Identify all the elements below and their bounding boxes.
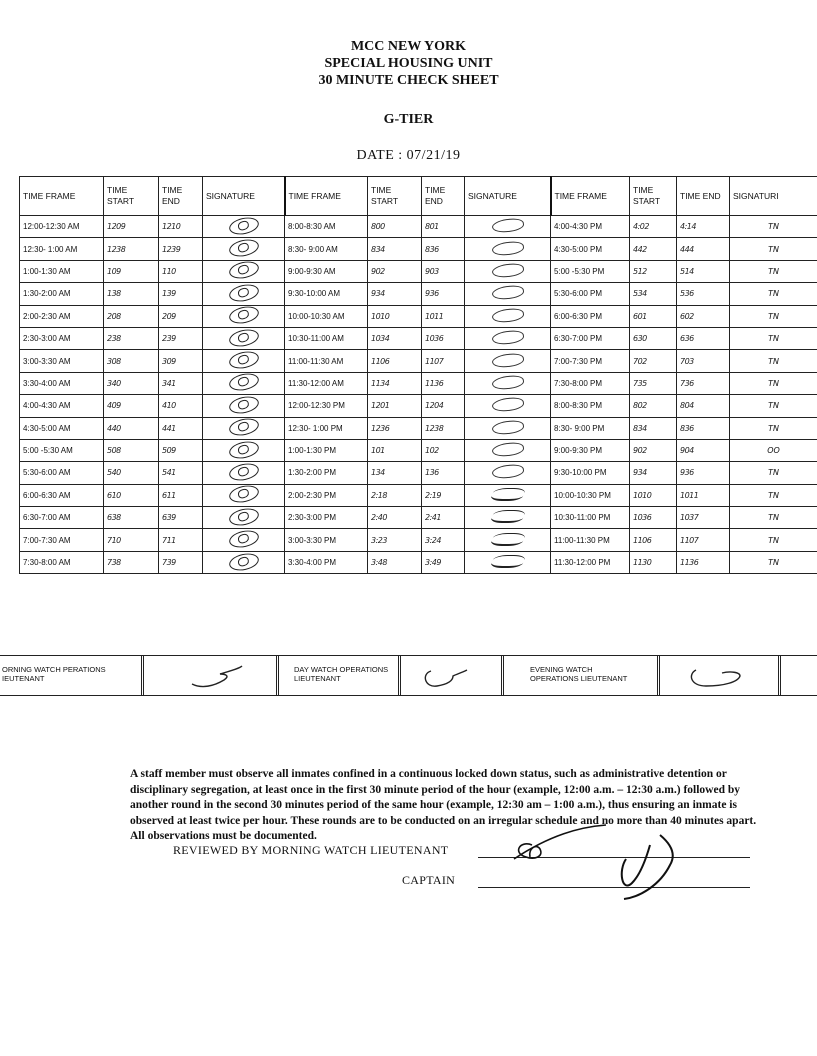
time-start-cell: 512 bbox=[630, 260, 677, 282]
time-frame-cell: 10:30-11:00 PM bbox=[551, 507, 630, 529]
time-frame-cell: 8:00-8:30 PM bbox=[551, 395, 630, 417]
time-frame-cell: 7:30-8:00 PM bbox=[551, 372, 630, 394]
time-end-cell: 836 bbox=[422, 238, 465, 260]
time-frame-cell: 1:00-1:30 AM bbox=[20, 260, 104, 282]
table-row bbox=[20, 417, 817, 439]
time-end-cell: 636 bbox=[677, 327, 730, 349]
signature-cell bbox=[465, 529, 551, 551]
time-frame-cell: 10:30-11:00 AM bbox=[285, 327, 368, 349]
time-start-cell: 508 bbox=[104, 439, 159, 461]
time-end-cell: 3:49 bbox=[422, 551, 465, 573]
time-frame-cell: 9:30-10:00 AM bbox=[285, 283, 368, 305]
time-frame-cell: 3:30-4:00 AM bbox=[20, 372, 104, 394]
time-frame-cell: 2:30-3:00 PM bbox=[285, 507, 368, 529]
time-frame-cell: 11:30-12:00 AM bbox=[285, 372, 368, 394]
signature-cell bbox=[465, 238, 551, 260]
time-start-cell: 101 bbox=[368, 439, 422, 461]
signature-cell bbox=[465, 484, 551, 506]
signature-mark-icon bbox=[491, 396, 524, 413]
time-end-cell: 1107 bbox=[677, 529, 730, 551]
time-end-cell: 1204 bbox=[422, 395, 465, 417]
time-end-cell: 936 bbox=[422, 283, 465, 305]
time-frame-cell: 11:30-12:00 PM bbox=[551, 551, 630, 573]
time-end-cell: 441 bbox=[159, 417, 203, 439]
signature-cell bbox=[465, 327, 551, 349]
time-start-cell: 802 bbox=[630, 395, 677, 417]
col-signature: SIGNATURE bbox=[203, 177, 285, 216]
time-end-cell: 836 bbox=[677, 417, 730, 439]
time-start-cell: 735 bbox=[630, 372, 677, 394]
time-start-cell: 1238 bbox=[104, 238, 159, 260]
time-start-cell: 630 bbox=[630, 327, 677, 349]
signature-cell bbox=[465, 439, 551, 461]
time-end-cell: 1036 bbox=[422, 327, 465, 349]
signature-mark-icon bbox=[144, 656, 276, 695]
signature-mark-icon bbox=[491, 374, 524, 391]
time-end-cell: 444 bbox=[677, 238, 730, 260]
signature-mark-icon bbox=[491, 329, 524, 346]
signature-mark-icon bbox=[491, 284, 524, 301]
col-signature: SIGNATURE bbox=[465, 177, 551, 216]
table-row bbox=[20, 283, 817, 305]
time-frame-cell: 2:00-2:30 AM bbox=[20, 305, 104, 327]
time-end-cell: 903 bbox=[422, 260, 465, 282]
signature-mark-icon bbox=[227, 507, 260, 528]
signature-cell bbox=[203, 305, 285, 327]
col-time-start: TIME START bbox=[104, 177, 159, 216]
signature-initials-cell: TN bbox=[730, 238, 817, 260]
signature-initials-cell: TN bbox=[730, 216, 817, 238]
captain-label: CAPTAIN bbox=[402, 873, 456, 887]
col-time-frame: TIME FRAME bbox=[285, 177, 368, 216]
time-start-cell: 442 bbox=[630, 238, 677, 260]
time-start-cell: 1034 bbox=[368, 327, 422, 349]
signature-mark-icon bbox=[491, 217, 524, 234]
signature-mark-icon bbox=[227, 327, 260, 348]
tier-label: G-TIER bbox=[383, 112, 434, 127]
signature-mark-icon bbox=[227, 238, 260, 259]
signature-mark-icon bbox=[491, 239, 524, 256]
time-end-cell: 639 bbox=[159, 507, 203, 529]
signature-cell bbox=[203, 462, 285, 484]
signature-initials-cell: TN bbox=[730, 507, 817, 529]
time-start-cell: 2:40 bbox=[368, 507, 422, 529]
signature-cell bbox=[203, 417, 285, 439]
time-end-cell: 1239 bbox=[159, 238, 203, 260]
time-end-cell: 1011 bbox=[422, 305, 465, 327]
signature-mark-icon bbox=[227, 350, 260, 371]
time-start-cell: 1130 bbox=[630, 551, 677, 573]
table-row bbox=[20, 260, 817, 282]
signature-cell bbox=[203, 260, 285, 282]
evening-watch-label: EVENING WATCH OPERATIONS LIEUTENANT bbox=[530, 665, 628, 683]
signature-mark-icon bbox=[227, 439, 260, 460]
signature-cell bbox=[203, 216, 285, 238]
signature-cell bbox=[203, 395, 285, 417]
table-row bbox=[20, 327, 817, 349]
time-end-cell: 3:24 bbox=[422, 529, 465, 551]
table-row bbox=[20, 216, 817, 238]
time-start-cell: 109 bbox=[104, 260, 159, 282]
time-start-cell: 610 bbox=[104, 484, 159, 506]
signature-mark-icon bbox=[227, 260, 260, 281]
signature-mark-icon bbox=[491, 463, 524, 480]
signature-initials-cell: TN bbox=[730, 350, 817, 372]
table-row bbox=[20, 395, 817, 417]
signature-initials-cell: TN bbox=[730, 395, 817, 417]
time-frame-cell: 5:30-6:00 AM bbox=[20, 462, 104, 484]
time-frame-cell: 4:30-5:00 AM bbox=[20, 417, 104, 439]
time-start-cell: 3:23 bbox=[368, 529, 422, 551]
time-frame-cell: 11:00-11:30 AM bbox=[285, 350, 368, 372]
signature-cell bbox=[203, 484, 285, 506]
check-table bbox=[19, 176, 817, 574]
col-time-frame: TIME FRAME bbox=[551, 177, 630, 216]
time-start-cell: 208 bbox=[104, 305, 159, 327]
col-signature: SIGNATURI bbox=[730, 177, 817, 216]
signature-mark-icon bbox=[227, 417, 260, 438]
time-frame-cell: 3:00-3:30 PM bbox=[285, 529, 368, 551]
signature-mark-icon bbox=[227, 529, 260, 550]
table-row bbox=[20, 350, 817, 372]
signature-initials-cell: TN bbox=[730, 260, 817, 282]
signature-mark-icon bbox=[227, 551, 260, 572]
time-frame-cell: 4:00-4:30 PM bbox=[551, 216, 630, 238]
time-frame-cell: 6:00-6:30 AM bbox=[20, 484, 104, 506]
signature-mark-icon bbox=[227, 462, 260, 483]
time-start-cell: 1201 bbox=[368, 395, 422, 417]
signature-cell bbox=[203, 529, 285, 551]
time-frame-cell: 1:00-1:30 PM bbox=[285, 439, 368, 461]
signature-cell bbox=[465, 395, 551, 417]
time-start-cell: 601 bbox=[630, 305, 677, 327]
time-end-cell: 2:41 bbox=[422, 507, 465, 529]
time-start-cell: 934 bbox=[368, 283, 422, 305]
time-end-cell: 1107 bbox=[422, 350, 465, 372]
reviewer-signature-icon bbox=[500, 815, 700, 905]
time-frame-cell: 1:30-2:00 AM bbox=[20, 283, 104, 305]
signature-mark-icon bbox=[491, 351, 524, 368]
table-row bbox=[20, 484, 817, 506]
time-start-cell: 3:48 bbox=[368, 551, 422, 573]
time-frame-cell: 1:30-2:00 PM bbox=[285, 462, 368, 484]
signature-mark-icon bbox=[227, 484, 260, 505]
signature-initials-cell: TN bbox=[730, 529, 817, 551]
time-start-cell: 800 bbox=[368, 216, 422, 238]
signature-initials-cell: TN bbox=[730, 372, 817, 394]
time-start-cell: 1010 bbox=[630, 484, 677, 506]
time-start-cell: 409 bbox=[104, 395, 159, 417]
time-end-cell: 736 bbox=[677, 372, 730, 394]
signature-cell bbox=[465, 417, 551, 439]
signature-mark-icon bbox=[401, 656, 501, 695]
time-end-cell: 703 bbox=[677, 350, 730, 372]
time-end-cell: 136 bbox=[422, 462, 465, 484]
signature-mark-icon bbox=[227, 216, 260, 237]
table-row bbox=[20, 551, 817, 573]
signature-initials-cell: TN bbox=[730, 484, 817, 506]
time-frame-cell: 10:00-10:30 PM bbox=[551, 484, 630, 506]
time-end-cell: 309 bbox=[159, 350, 203, 372]
col-time-end: TIME END bbox=[422, 177, 465, 216]
signature-initials-cell: OO bbox=[730, 439, 817, 461]
time-end-cell: 801 bbox=[422, 216, 465, 238]
unit-name: SPECIAL HOUSING UNIT bbox=[324, 56, 493, 71]
time-frame-cell: 12:00-12:30 AM bbox=[20, 216, 104, 238]
signature-mark-icon bbox=[488, 533, 526, 546]
time-end-cell: 1210 bbox=[159, 216, 203, 238]
time-end-cell: 711 bbox=[159, 529, 203, 551]
time-start-cell: 238 bbox=[104, 327, 159, 349]
time-start-cell: 1134 bbox=[368, 372, 422, 394]
signature-mark-icon bbox=[488, 488, 526, 501]
time-frame-cell: 4:30-5:00 PM bbox=[551, 238, 630, 260]
time-end-cell: 341 bbox=[159, 372, 203, 394]
signature-mark-icon bbox=[227, 305, 260, 326]
table-row bbox=[20, 439, 817, 461]
time-end-cell: 536 bbox=[677, 283, 730, 305]
signature-cell bbox=[465, 551, 551, 573]
signature-mark-icon bbox=[227, 395, 260, 416]
time-end-cell: 139 bbox=[159, 283, 203, 305]
time-end-cell: 611 bbox=[159, 484, 203, 506]
time-end-cell: 602 bbox=[677, 305, 730, 327]
time-start-cell: 534 bbox=[630, 283, 677, 305]
col-time-end: TIME END bbox=[159, 177, 203, 216]
time-start-cell: 1106 bbox=[630, 529, 677, 551]
time-start-cell: 834 bbox=[630, 417, 677, 439]
time-end-cell: 541 bbox=[159, 462, 203, 484]
time-start-cell: 834 bbox=[368, 238, 422, 260]
time-start-cell: 340 bbox=[104, 372, 159, 394]
signature-initials-cell: TN bbox=[730, 283, 817, 305]
signature-mark-icon bbox=[660, 656, 778, 695]
day-watch-label: DAY WATCH OPERATIONS LIEUTENANT bbox=[294, 665, 389, 683]
signature-cell bbox=[465, 283, 551, 305]
time-end-cell: 4:14 bbox=[677, 216, 730, 238]
time-frame-cell: 6:30-7:00 AM bbox=[20, 507, 104, 529]
signature-cell bbox=[203, 327, 285, 349]
time-frame-cell: 8:30- 9:00 AM bbox=[285, 238, 368, 260]
morning-watch-signature bbox=[141, 656, 279, 695]
facility-name: MCC NEW YORK bbox=[350, 39, 467, 54]
time-start-cell: 934 bbox=[630, 462, 677, 484]
morning-watch-label: ORNING WATCH PERATIONS IEUTENANT bbox=[2, 665, 106, 683]
signature-initials-cell: TN bbox=[730, 417, 817, 439]
time-end-cell: 239 bbox=[159, 327, 203, 349]
time-frame-cell: 8:00-8:30 AM bbox=[285, 216, 368, 238]
signature-cell bbox=[203, 439, 285, 461]
time-frame-cell: 9:30-10:00 PM bbox=[551, 462, 630, 484]
time-end-cell: 1136 bbox=[422, 372, 465, 394]
time-start-cell: 1010 bbox=[368, 305, 422, 327]
time-end-cell: 1238 bbox=[422, 417, 465, 439]
signature-mark-icon bbox=[491, 419, 524, 436]
time-end-cell: 1136 bbox=[677, 551, 730, 573]
time-end-cell: 2:19 bbox=[422, 484, 465, 506]
time-end-cell: 936 bbox=[677, 462, 730, 484]
time-start-cell: 440 bbox=[104, 417, 159, 439]
evening-watch-signature bbox=[657, 656, 781, 695]
sheet-title: 30 MINUTE CHECK SHEET bbox=[318, 73, 499, 88]
time-end-cell: 102 bbox=[422, 439, 465, 461]
table-row bbox=[20, 372, 817, 394]
day-watch-signature bbox=[398, 656, 504, 695]
time-frame-cell: 3:30-4:00 PM bbox=[285, 551, 368, 573]
signature-cell bbox=[465, 372, 551, 394]
time-frame-cell: 3:00-3:30 AM bbox=[20, 350, 104, 372]
signature-cell bbox=[203, 350, 285, 372]
signature-mark-icon bbox=[491, 262, 524, 279]
time-frame-cell: 9:00-9:30 AM bbox=[285, 260, 368, 282]
time-frame-cell: 9:00-9:30 PM bbox=[551, 439, 630, 461]
signature-mark-icon bbox=[491, 441, 524, 458]
signature-cell bbox=[203, 238, 285, 260]
time-start-cell: 1209 bbox=[104, 216, 159, 238]
time-frame-cell: 2:00-2:30 PM bbox=[285, 484, 368, 506]
time-start-cell: 902 bbox=[630, 439, 677, 461]
reviewed-by-label: REVIEWED BY MORNING WATCH LIEUTENANT bbox=[173, 843, 449, 857]
time-frame-cell: 2:30-3:00 AM bbox=[20, 327, 104, 349]
date-label: DATE : 07/21/19 bbox=[356, 148, 461, 163]
time-frame-cell: 10:00-10:30 AM bbox=[285, 305, 368, 327]
signature-cell bbox=[203, 283, 285, 305]
signature-cell bbox=[203, 372, 285, 394]
time-frame-cell: 11:00-11:30 PM bbox=[551, 529, 630, 551]
table-row bbox=[20, 529, 817, 551]
time-frame-cell: 12:30- 1:00 PM bbox=[285, 417, 368, 439]
time-start-cell: 738 bbox=[104, 551, 159, 573]
signature-cell bbox=[203, 507, 285, 529]
time-end-cell: 1037 bbox=[677, 507, 730, 529]
signature-mark-icon bbox=[488, 555, 526, 568]
time-end-cell: 1011 bbox=[677, 484, 730, 506]
signature-cell bbox=[465, 260, 551, 282]
time-start-cell: 134 bbox=[368, 462, 422, 484]
time-frame-cell: 5:00 -5:30 PM bbox=[551, 260, 630, 282]
signature-cell bbox=[465, 216, 551, 238]
signature-cell bbox=[203, 551, 285, 573]
time-start-cell: 638 bbox=[104, 507, 159, 529]
time-frame-cell: 7:00-7:30 AM bbox=[20, 529, 104, 551]
time-start-cell: 4:02 bbox=[630, 216, 677, 238]
time-end-cell: 209 bbox=[159, 305, 203, 327]
watch-signature-row bbox=[0, 655, 817, 696]
table-row bbox=[20, 462, 817, 484]
time-frame-cell: 7:30-8:00 AM bbox=[20, 551, 104, 573]
time-frame-cell: 7:00-7:30 PM bbox=[551, 350, 630, 372]
time-start-cell: 710 bbox=[104, 529, 159, 551]
time-start-cell: 1036 bbox=[630, 507, 677, 529]
signature-initials-cell: TN bbox=[730, 305, 817, 327]
time-end-cell: 804 bbox=[677, 395, 730, 417]
time-frame-cell: 5:00 -5:30 AM bbox=[20, 439, 104, 461]
policy-notice: A staff member must observe all inmates confined in a continuous locked down status, such as administrative detention or disciplinary segregation, at least once in the first 30 minute period of the hour (example, 12:00 a.m. – 12:30 a.m.) followed by another round in the second 30 minutes period of the same hour (example, 12:30 am – 1:00 a.m.), thus ensuring an inmate is observed at least twice per hour. These rounds are to be conducted on an irregular schedule and no more than 40 minutes apart. All observations must be documented. bbox=[130, 768, 757, 842]
signature-mark-icon bbox=[488, 510, 526, 523]
time-start-cell: 1106 bbox=[368, 350, 422, 372]
time-frame-cell: 5:30-6:00 PM bbox=[551, 283, 630, 305]
time-frame-cell: 6:00-6:30 PM bbox=[551, 305, 630, 327]
table-row bbox=[20, 507, 817, 529]
table-header-row bbox=[20, 177, 817, 216]
signature-mark-icon bbox=[227, 372, 260, 393]
signature-cell bbox=[465, 350, 551, 372]
time-end-cell: 410 bbox=[159, 395, 203, 417]
signature-cell bbox=[465, 462, 551, 484]
sheet-header bbox=[0, 38, 817, 89]
table-row bbox=[20, 305, 817, 327]
time-start-cell: 308 bbox=[104, 350, 159, 372]
signature-initials-cell: TN bbox=[730, 462, 817, 484]
time-end-cell: 110 bbox=[159, 260, 203, 282]
time-start-cell: 702 bbox=[630, 350, 677, 372]
time-frame-cell: 4:00-4:30 AM bbox=[20, 395, 104, 417]
time-frame-cell: 6:30-7:00 PM bbox=[551, 327, 630, 349]
time-end-cell: 509 bbox=[159, 439, 203, 461]
time-start-cell: 540 bbox=[104, 462, 159, 484]
time-frame-cell: 12:30- 1:00 AM bbox=[20, 238, 104, 260]
signature-initials-cell: TN bbox=[730, 551, 817, 573]
table-row bbox=[20, 238, 817, 260]
time-end-cell: 739 bbox=[159, 551, 203, 573]
time-start-cell: 2:18 bbox=[368, 484, 422, 506]
col-time-frame: TIME FRAME bbox=[20, 177, 104, 216]
signature-cell bbox=[465, 507, 551, 529]
time-start-cell: 138 bbox=[104, 283, 159, 305]
signature-mark-icon bbox=[227, 283, 260, 304]
time-end-cell: 514 bbox=[677, 260, 730, 282]
signature-mark-icon bbox=[491, 307, 524, 324]
col-time-start: TIME START bbox=[368, 177, 422, 216]
time-start-cell: 1236 bbox=[368, 417, 422, 439]
time-frame-cell: 8:30- 9:00 PM bbox=[551, 417, 630, 439]
time-frame-cell: 12:00-12:30 PM bbox=[285, 395, 368, 417]
signature-initials-cell: TN bbox=[730, 327, 817, 349]
time-start-cell: 902 bbox=[368, 260, 422, 282]
signature-cell bbox=[465, 305, 551, 327]
col-time-start: TIME START bbox=[630, 177, 677, 216]
col-time-end: TIME END bbox=[677, 177, 730, 216]
time-end-cell: 904 bbox=[677, 439, 730, 461]
